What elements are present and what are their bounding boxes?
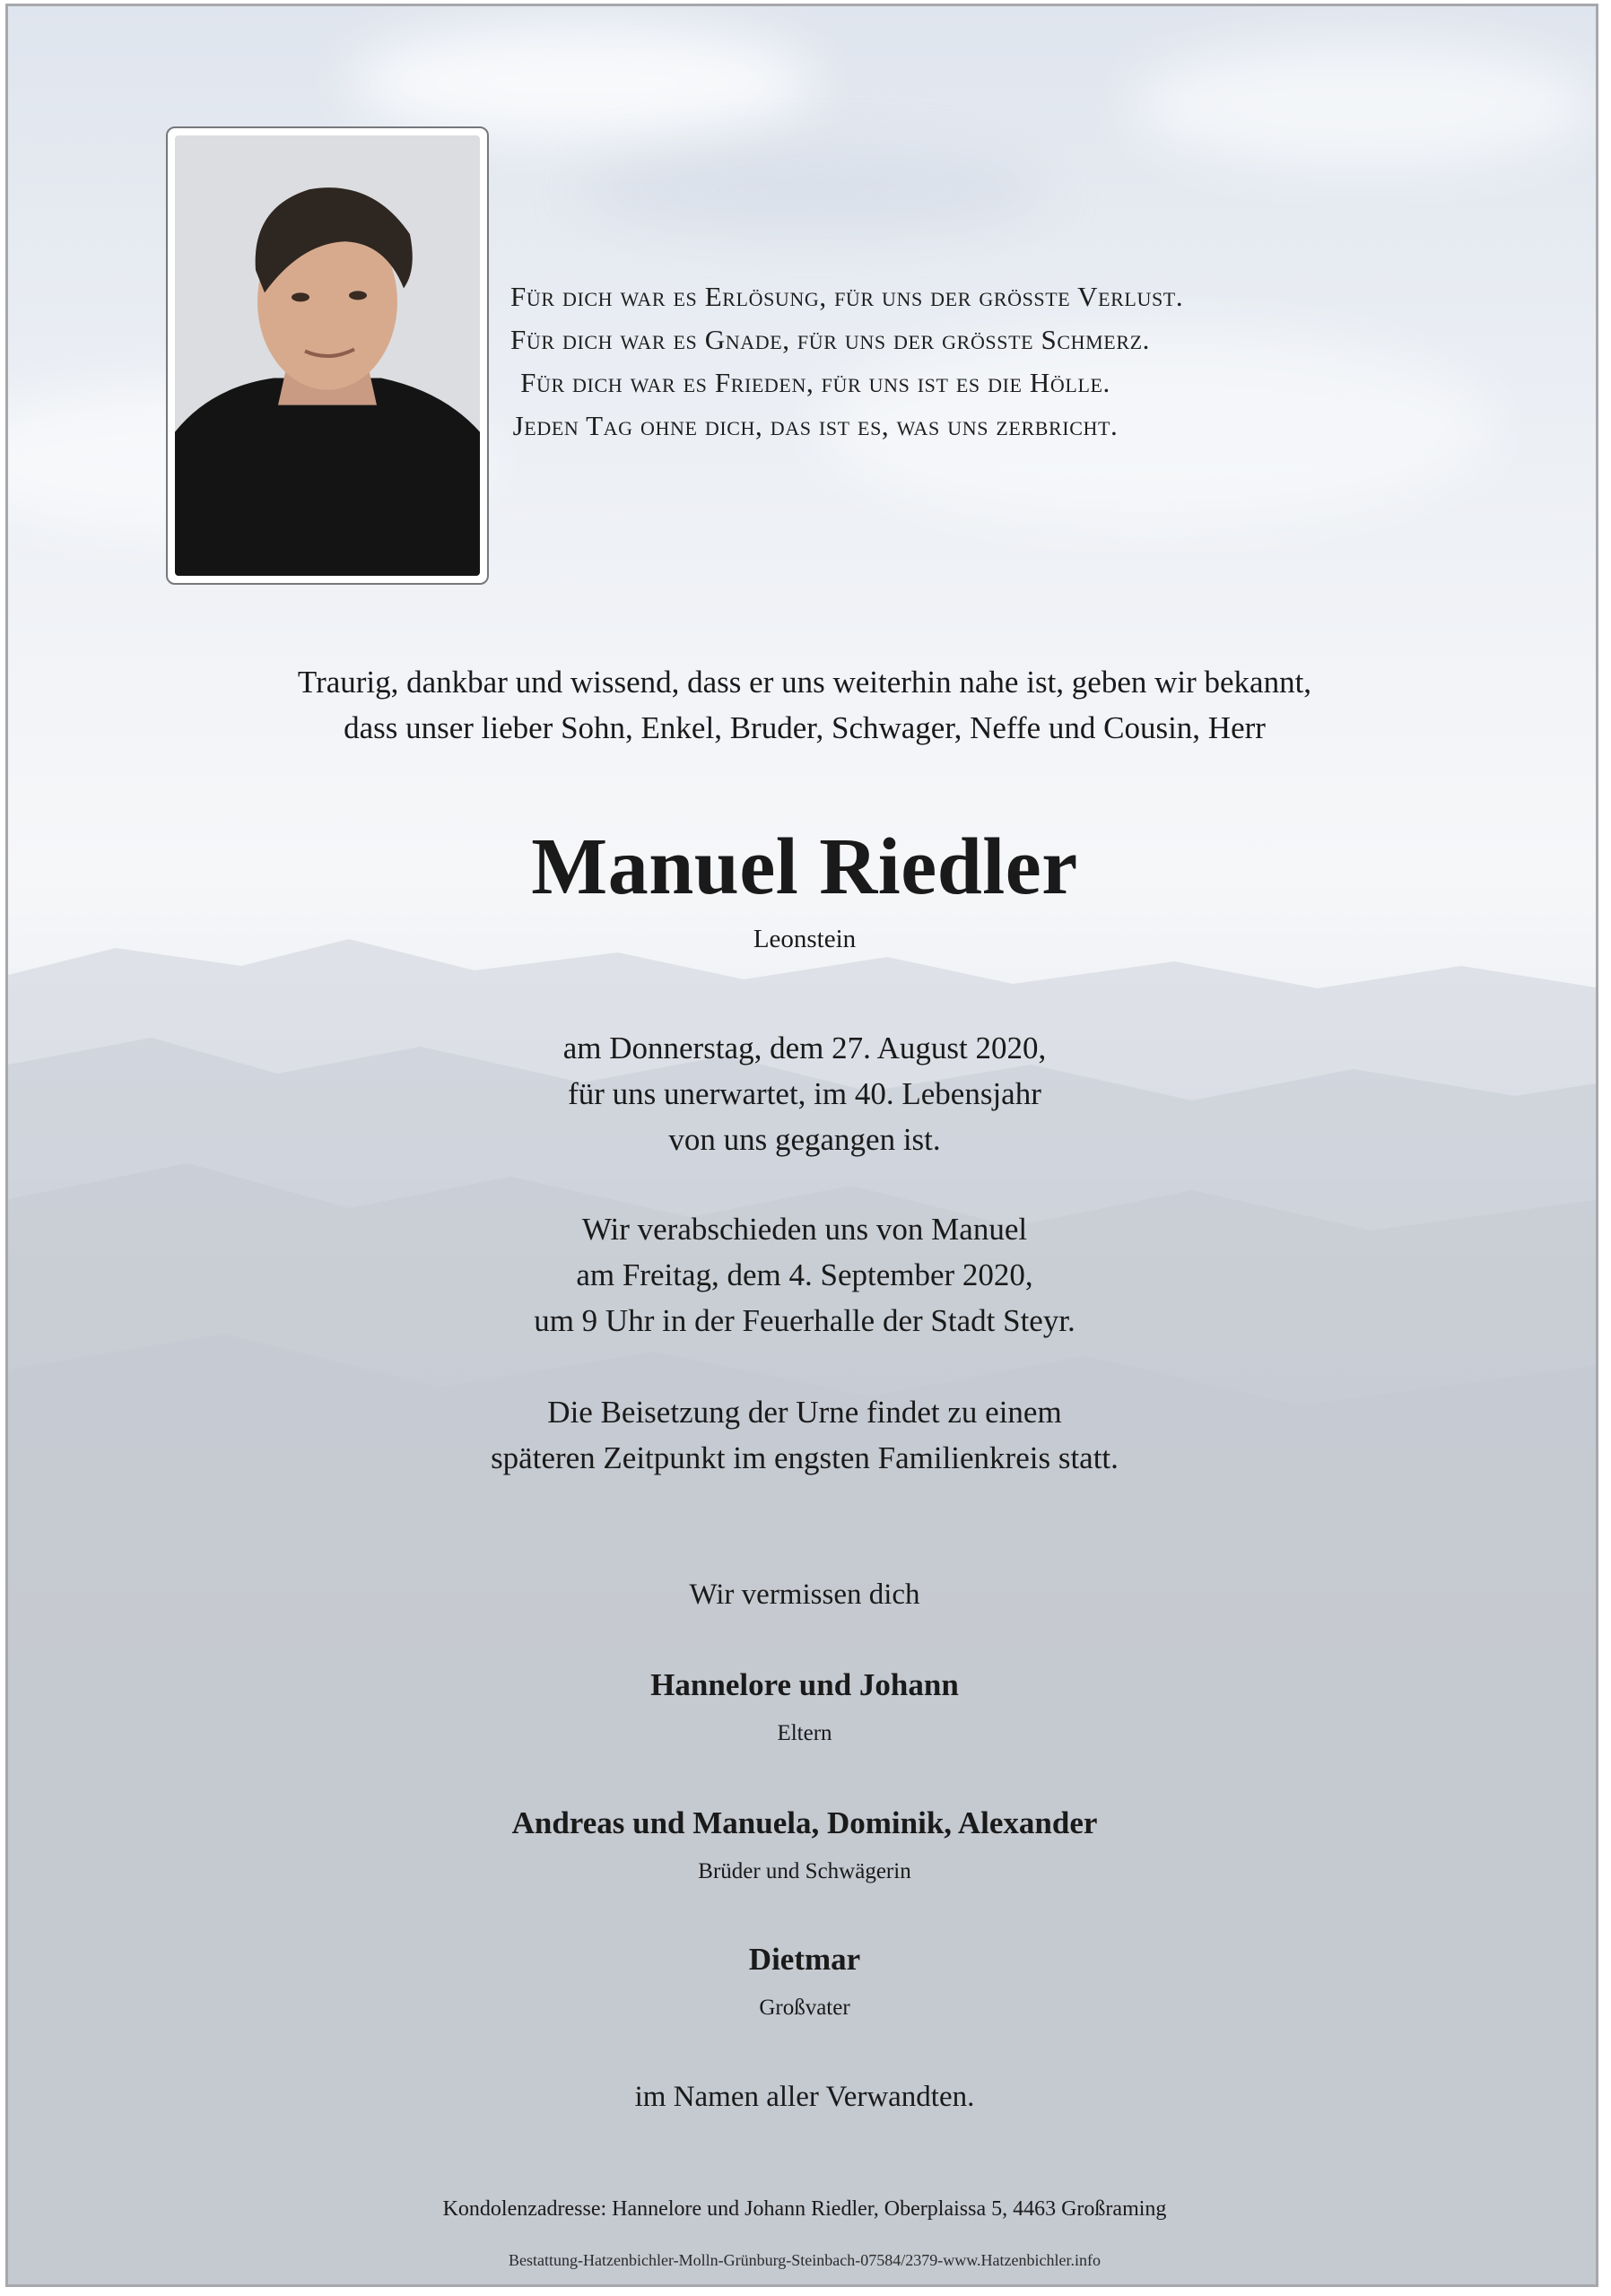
death-notice-line: von uns gegangen ist. <box>668 1122 941 1157</box>
mourner-relation: Eltern <box>777 1721 832 1745</box>
obituary-card <box>5 4 1598 2287</box>
poem-line: Jeden Tag ohne dich, das ist es, was uns zerbricht. <box>512 410 1119 441</box>
memorial-poem <box>510 275 1184 448</box>
burial-line: Die Beisetzung der Urne findet zu einem <box>547 1395 1062 1430</box>
intro-line: dass unser lieber Sohn, Enkel, Bruder, Schwager, Neffe und Cousin, Herr <box>344 710 1266 745</box>
deceased-place: Leonstein <box>753 925 857 953</box>
farewell-line: am Freitag, dem 4. September 2020, <box>576 1257 1033 1292</box>
portrait-photo <box>166 126 489 585</box>
mourner-names: Dietmar <box>748 1942 861 1977</box>
mourner-relation: Großvater <box>759 1996 850 2020</box>
mourner-relation: Brüder und Schwägerin <box>698 1859 911 1883</box>
death-notice-line: am Donnerstag, dem 27. August 2020, <box>562 1031 1047 1065</box>
background-cloud <box>1129 42 1596 168</box>
farewell-line: Wir verabschieden uns von Manuel <box>581 1212 1028 1247</box>
mourner-names: Andreas und Manuela, Dominik, Alexander <box>511 1805 1098 1840</box>
mourner-names: Hannelore und Johann <box>650 1667 959 1702</box>
closing-line: im Namen aller Verwandten. <box>634 2081 975 2113</box>
poem-line: Für dich war es Frieden, für uns ist es die Hölle. <box>520 367 1110 398</box>
burial-line: späteren Zeitpunkt im engsten Familienkreis statt. <box>491 1440 1119 1475</box>
portrait-image <box>175 135 480 576</box>
death-notice-line: für uns unerwartet, im 40. Lebensjahr <box>568 1076 1041 1111</box>
poem-line: Für dich war es Gnade, für uns der grösste Schmerz. <box>510 324 1150 355</box>
background-cloud <box>349 24 815 141</box>
intro-line: Traurig, dankbar und wissend, dass er uns weiterhin nahe ist, geben wir bekannt, <box>297 665 1312 700</box>
poem-line: Für dich war es Erlösung, für uns der grösste Verlust. <box>510 281 1184 312</box>
death-notice <box>8 1025 1598 1162</box>
burial-notice <box>8 1389 1598 1481</box>
farewell-notice <box>8 1206 1598 1344</box>
background-cloud <box>582 150 1049 230</box>
missing-line: Wir vermissen dich <box>689 1578 920 1611</box>
funeral-home-footer: Bestattung-Hatzenbichler-Molln-Grünburg-Steinbach-07584/2379-www.Hatzenbichler.info <box>509 2251 1101 2269</box>
announcement-intro <box>8 659 1598 751</box>
condolence-address: Kondolenzadresse: Hannelore und Johann Riedler, Oberplaissa 5, 4463 Großraming <box>442 2197 1167 2221</box>
farewell-line: um 9 Uhr in der Feuerhalle der Stadt Steyr. <box>534 1303 1075 1338</box>
deceased-name: Manuel Riedler <box>531 822 1078 911</box>
